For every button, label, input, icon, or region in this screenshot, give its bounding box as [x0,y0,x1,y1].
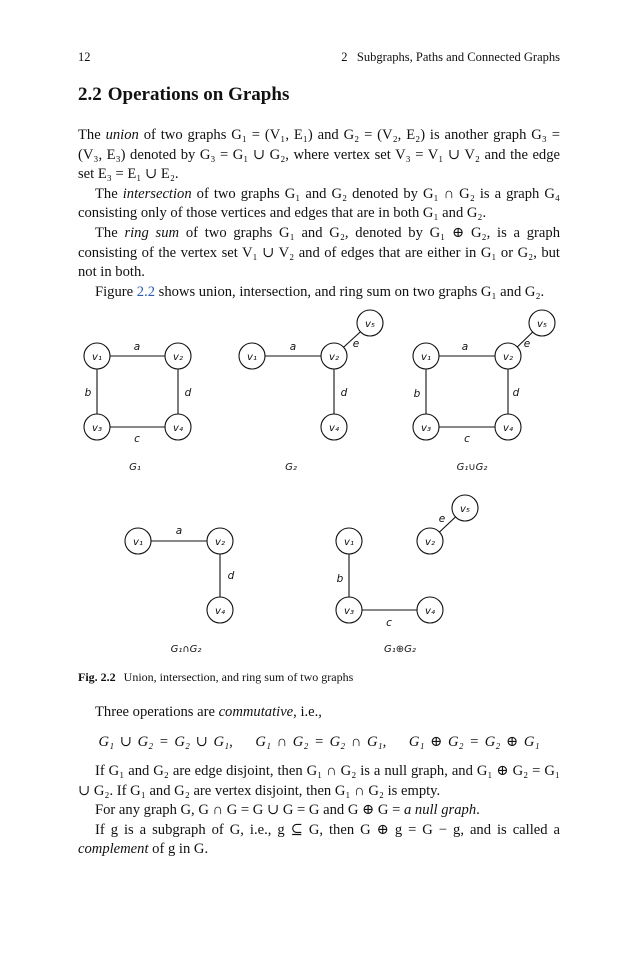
vertex-label: v₄ [425,606,435,617]
text-span: The [95,224,125,241]
text-span: shows union, intersection, and ring sum on two graphs G₁ and G₂. [155,283,545,300]
text-span: Three operations are [95,704,219,720]
vertex-label: v₁ [421,352,431,363]
term-complement: complement [78,841,149,858]
edge-label: e [523,338,531,350]
term-intersection: intersection [122,185,192,202]
complement-paragraph [78,821,560,860]
edge-label: d [340,387,348,399]
edge-label: d [512,387,520,399]
term-union: union [105,127,139,143]
vertex-label: v₃ [92,423,102,434]
text-span: The [95,185,123,202]
vertex-label: v₂ [215,537,225,548]
edge-label: c [134,433,140,445]
edge-label: e [438,513,446,525]
caption-text: Union, intersection, and ring sum of two graphs [123,670,354,684]
vertex-label: v₃ [344,606,354,617]
commutative-paragraph [78,703,560,723]
ring-sum-paragraph [78,224,560,283]
vertex-label: v₅ [537,319,547,330]
graphs-diagram [60,300,580,660]
vertex-label: v₅ [365,319,375,330]
text-span: The [78,127,106,143]
figure-caption [78,670,353,685]
term-null-graph: a null graph [403,802,477,819]
term-commutative: commutative [218,704,294,720]
text-span: of two graphs G₁ and G₂, denoted by G₁ ⊕ G₂, is a graph consisting of the vertex set V₁ ∪ V₂ and of edges that are either in G₁ or G₂, but not in both. [78,224,560,281]
text-span: of two graphs G₁ and G₂ denoted by G₁ ∩ G₂ is a graph G₄ consisting only of those vertices and edges that are in both G₁ and G₂. [78,185,560,222]
vertex-label: v₄ [503,423,513,434]
any-graph-paragraph [78,801,560,821]
commutative-equation: G₁ ∪ G₂ = G₂ ∪ G₁, G₁ ∩ G₂ = G₂ ∩ G₁, G₁ ⊕ G₂ = G₂ ⊕ G₁ [98,734,540,750]
graph-label-g1: G₁ [129,462,141,473]
vertex-label: v₄ [173,423,183,434]
properties-block [78,762,560,860]
vertex-label: v₃ [421,423,431,434]
edge-label: c [464,433,470,445]
edge-label: d [227,570,235,582]
definitions-block [78,126,560,302]
figure-label: Fig. 2.2 [78,670,116,684]
edge-label: e [352,338,360,350]
edge-label: b [413,388,421,400]
vertex-label: v₅ [460,504,470,515]
commutative-block [78,703,560,723]
edge-label: a [289,341,297,353]
intersection-paragraph [78,185,560,224]
edge-label: a [461,341,469,353]
text-span: For any graph G, G ∩ G = G ∪ G = G and G ⊕ G = [95,802,404,819]
graph-label-intersection: G₁∩G₂ [170,644,202,655]
page-header [78,50,560,68]
text-span: . [476,802,480,819]
section-number: 2.2 [78,84,102,105]
union-paragraph [78,126,560,185]
text-span: If g is a subgraph of G, i.e., g ⊆ G, then G ⊕ g = G − g, and is called a [95,821,560,838]
edge-label: b [336,573,344,585]
vertex-label: v₂ [173,352,183,363]
graph-label-union: G₁∪G₂ [456,462,488,473]
figure-2-2 [60,300,580,660]
text-span: of two graphs G₁ = (V₁, E₁) and G₂ = (V₂, E₂) is another graph G₃ = (V₃, E₃) denoted by G₃ = G₁ ∪ G₂, where vertex set V₃ = V₁ ∪ V₂ and the edge set E₃ = E₁ ∪ E₂. [78,127,561,183]
edge-label: a [175,525,183,537]
edge-label: d [184,387,192,399]
disjoint-paragraph: If G₁ and G₂ are edge disjoint, then G₁ ∩ G₂ is a null graph, and G₁ ⊕ G₂ = G₁ ∪ G₂. If G₁ and G₂ are vertex disjoint, then G₁ ∩ G₂ is empty. [78,763,560,799]
vertex-label: v₄ [329,423,339,434]
vertex-label: v₁ [92,352,102,363]
edge-label: b [84,387,92,399]
graph-label-g2: G₂ [285,462,297,473]
vertex-label: v₁ [133,537,143,548]
section-heading [78,84,289,106]
vertex-label: v₂ [329,352,339,363]
vertex-label: v₂ [503,352,513,363]
text-span: , i.e., [293,704,322,720]
text-span: of g in G. [148,841,209,858]
figure-link[interactable]: 2.2 [136,283,156,300]
vertex-label: v₁ [344,537,354,548]
text-span: Figure [95,283,137,300]
graph-label-ring-sum: G₁⊕G₂ [384,644,416,655]
edge-label: c [386,617,392,629]
running-title: 2 Subgraphs, Paths and Connected Graphs [341,50,560,64]
vertex-label: v₁ [247,352,257,363]
section-title: Operations on Graphs [107,84,290,105]
vertex-label: v₂ [425,537,435,548]
term-ring-sum: ring sum [124,224,180,241]
vertex-label: v₄ [215,606,225,617]
page-number: 12 [78,50,91,64]
edge-label: a [133,341,141,353]
